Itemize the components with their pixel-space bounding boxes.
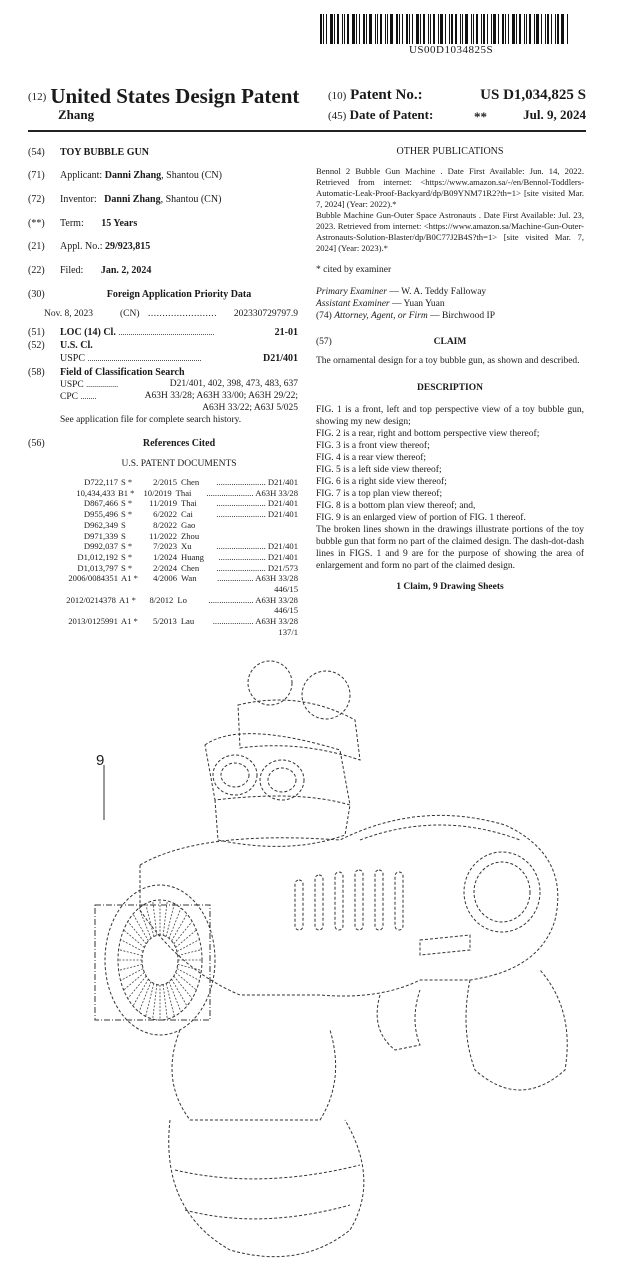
filed-code: (22) — [28, 265, 45, 276]
field-code: (58) — [28, 367, 45, 378]
reference-date: 8/2022 — [153, 519, 177, 530]
barcode-bar — [519, 14, 521, 44]
reference-kind: S * — [121, 477, 133, 487]
term-code: (**) — [28, 218, 45, 229]
nozzle-rim — [105, 885, 215, 1035]
barcode-bar — [534, 14, 535, 44]
vent-2 — [315, 875, 323, 930]
rear-disk — [464, 852, 540, 932]
field-uspc-leader-dots: ................ — [86, 380, 119, 389]
bottle-band-1 — [175, 1165, 360, 1179]
barcode-bar — [524, 14, 525, 44]
barcode-bar — [344, 14, 345, 44]
reference-kind: S — [121, 519, 126, 530]
vent-1 — [295, 880, 303, 930]
reference-date: 6/2022 — [153, 509, 177, 520]
barcode-bar — [428, 14, 429, 44]
reference-class: ..................... A63H 33/28 — [208, 594, 298, 605]
barcode — [320, 14, 582, 44]
vent-3 — [335, 872, 343, 930]
header-rule — [28, 130, 586, 132]
reference-date: 11/2019 — [149, 498, 177, 509]
assistant-examiner-name: — Yuan Yuan — [389, 299, 445, 309]
reference-name: Chen — [181, 562, 200, 573]
refs-code: (56) — [28, 438, 45, 449]
uspc-value: D21/401 — [263, 353, 298, 364]
reference-date: 8/2012 — [149, 594, 174, 605]
filed-label: Filed: — [60, 265, 84, 276]
inventor-location: , Shantou (CN) — [160, 194, 222, 205]
claim-heading-row — [316, 336, 584, 349]
references-list — [46, 477, 298, 638]
reference-date: 2/2024 — [153, 562, 177, 573]
barcode-bar — [433, 14, 435, 44]
appl-label: Appl. No.: — [60, 241, 103, 252]
barcode-bar — [449, 14, 450, 44]
vent-5 — [375, 870, 383, 930]
barcode-bar — [557, 14, 559, 44]
reference-class: ....................... D21/401 — [216, 498, 298, 509]
patent-type: United States Design Patent — [50, 84, 300, 108]
barcode-bar — [438, 14, 439, 44]
reference-class-continued: 446/15 — [274, 584, 298, 595]
reference-class: ....................... D21/401 — [216, 509, 298, 520]
reference-name: Cai — [181, 509, 193, 520]
claims-sheets: 1 Claim, 9 Drawing Sheets — [396, 582, 504, 592]
foreign-heading: Foreign Application Priority Data — [106, 289, 252, 300]
date-code: (45) — [328, 110, 347, 122]
reference-date: 2/2015 — [153, 477, 177, 487]
nozzle-spoke — [176, 973, 197, 991]
bubble-gun-drawing — [95, 661, 567, 1257]
claim-code: (57) — [316, 337, 332, 347]
barcode-bar — [385, 14, 386, 44]
reference-number: D867,466 — [83, 498, 118, 509]
cited-by-examiner: * cited by examiner — [316, 265, 392, 275]
goggle-frame — [205, 734, 350, 805]
description-list — [316, 404, 584, 572]
uspc-leader-dots: ......................................................... — [87, 354, 202, 363]
reference-kind: B1 * — [118, 487, 135, 498]
claim-text: The ornamental design for a toy bubble gun, as shown and described. — [316, 356, 580, 366]
head-top — [238, 700, 360, 760]
nozzle-spoke — [166, 904, 174, 937]
barcode-bar — [567, 14, 568, 44]
loc-value: 21-01 — [274, 327, 298, 338]
right-column — [316, 146, 584, 593]
reference-row — [46, 531, 298, 542]
barcode-bar — [399, 14, 400, 44]
us-docs-heading: U.S. PATENT DOCUMENTS — [121, 459, 237, 469]
barcode-bar — [359, 14, 360, 44]
barcode-bar — [440, 14, 443, 44]
see-application-note: See application file for complete search history. — [60, 415, 242, 425]
reference-row — [46, 563, 298, 574]
rear-grip — [466, 970, 567, 1090]
reference-date: 7/2023 — [153, 541, 177, 552]
field-cpc-value-2: A63H 33/22; A63J 5/025 — [202, 403, 298, 413]
goggle-right-inner — [268, 768, 296, 792]
term-value: 15 Years — [101, 218, 138, 229]
claim-heading: CLAIM — [433, 337, 467, 347]
barcode-bar — [547, 14, 549, 44]
reference-row — [46, 509, 298, 520]
reference-class: ....................... D21/573 — [216, 562, 298, 573]
reference-kind: S * — [121, 509, 133, 520]
barcode-bar — [451, 14, 453, 44]
patent-no-label: Patent No.: — [350, 87, 423, 103]
barcode-bar — [473, 14, 474, 44]
foreign-number: 202330729797.9 — [233, 309, 298, 319]
barcode-bar — [380, 14, 382, 44]
barcode-bar — [491, 14, 492, 44]
primary-examiner-label: Primary Examiner — [316, 287, 387, 297]
attorney-label: Attorney, Agent, or Firm — [334, 311, 428, 321]
barcode-bar — [416, 14, 419, 44]
description-line: FIG. 4 is a rear view thereof; — [316, 453, 427, 463]
description-line: FIG. 7 is a top plan view thereof; — [316, 489, 443, 499]
reference-class — [213, 520, 298, 531]
nozzle-spoke — [121, 969, 144, 981]
barcode-bar — [323, 14, 324, 44]
rear-disk-inner — [474, 862, 530, 922]
barcode-bar — [330, 14, 333, 44]
reference-kind: S * — [121, 498, 133, 509]
reference-row — [46, 552, 298, 563]
reference-kind: S — [121, 530, 126, 541]
reference-name: Zhou — [181, 530, 200, 541]
barcode-bar — [375, 14, 376, 44]
title-code: (54) — [28, 147, 45, 158]
reference-name: Thai — [175, 487, 192, 498]
bottle-band-2 — [185, 1205, 350, 1219]
reference-kind: A1 * — [121, 573, 138, 584]
attorney — [316, 310, 584, 322]
barcode-bar — [526, 14, 527, 44]
barcode-bar — [402, 14, 403, 44]
nozzle-spoke — [178, 950, 202, 956]
barcode-bar — [529, 14, 531, 44]
nozzle-spoke — [128, 976, 146, 998]
barcode-bar — [356, 14, 357, 44]
barcode-bar — [471, 14, 472, 44]
barcode-bar — [465, 14, 468, 44]
foreign-leader-dots: ........................ — [148, 309, 217, 319]
inventor-code: (72) — [28, 194, 45, 205]
patent-no-code: (10) — [328, 90, 347, 102]
barcode-bar — [342, 14, 343, 44]
assistant-examiner — [316, 298, 584, 310]
barcode-bar — [536, 14, 539, 44]
reference-name: Chen — [181, 477, 200, 487]
reference-number: D992,037 — [83, 541, 118, 552]
date-star: ** — [474, 109, 487, 124]
type-code: (12) — [28, 90, 47, 103]
barcode-bar — [369, 14, 372, 44]
date-label: Date of Patent: — [349, 107, 434, 122]
reference-row — [46, 498, 298, 509]
top-ball-left — [248, 661, 292, 705]
description-line: The broken lines shown in the drawings illustrate portions of the toy bubble gun that form no part of the claimed design. The dash-dot-dash lines in FIGS. 1 and 9 are for the purpose of showing the area of enlargement and form no part of the claimed design. — [316, 525, 584, 571]
barcode-bar — [493, 14, 496, 44]
description-line: FIG. 6 is a right side view thereof; — [316, 477, 447, 487]
patent-type-heading — [28, 84, 299, 109]
nozzle-spoke — [139, 982, 151, 1012]
nozzle-spoke — [163, 985, 167, 1019]
barcode-bar — [320, 14, 322, 44]
top-ball-right — [302, 671, 350, 719]
reference-name: Gao — [181, 519, 196, 530]
reference-class: ...................... D21/401 — [218, 551, 298, 562]
loc-label: LOC (14) Cl. — [60, 327, 116, 338]
barcode-bar — [541, 14, 542, 44]
patent-date: Jul. 9, 2024 — [523, 107, 586, 122]
publication-2: Bubble Machine Gun-Outer Space Astronauts . Date First Available: Jul. 23, 2023. Retrieved from internet: <https://www.amazon.sa/Machine-Gun-Outer-Astronauts-Solution-Blaster/dp/B0C77J2B4S?th=1> [site visited Mar. 7, 2024] (Year: 2023).* — [316, 210, 584, 253]
field-search-heading: Field of Classification Search — [60, 367, 185, 378]
barcode-bar — [555, 14, 556, 44]
nozzle-spoke — [176, 930, 197, 948]
reference-number: D962,349 — [83, 519, 118, 530]
reference-class: ................... A63H 33/28 — [212, 616, 298, 627]
foreign-code: (30) — [28, 289, 45, 300]
gun-body — [140, 815, 558, 996]
applicant-code: (71) — [28, 170, 45, 181]
loc-leader-dots: ................................................ — [118, 328, 215, 337]
reference-number: 2012/0214378 — [66, 594, 116, 605]
uspc-label: USPC — [60, 353, 86, 364]
barcode-bar — [561, 14, 564, 44]
goggle-left-inner — [221, 763, 249, 787]
reference-row — [46, 477, 298, 488]
nozzle-spoke — [121, 939, 144, 951]
primary-examiner-name: — W. A. Teddy Falloway — [386, 287, 487, 297]
patent-number: US D1,034,825 S — [480, 87, 586, 103]
nozzle-spoke — [177, 939, 200, 951]
inventor-name: Danni Zhang — [104, 194, 161, 205]
barcode-bar — [409, 14, 410, 44]
reference-class-continued: 446/15 — [274, 605, 298, 616]
reference-kind: A1 * — [118, 594, 136, 605]
reference-row — [46, 520, 298, 531]
reference-row — [46, 595, 298, 606]
vent-6 — [395, 872, 403, 930]
barcode-bar — [455, 14, 457, 44]
appl-code: (21) — [28, 241, 45, 252]
applicant-location: , Shantou (CN) — [161, 170, 222, 181]
inventor-label: Inventor: — [60, 194, 97, 205]
other-publications-heading: OTHER PUBLICATIONS — [396, 146, 504, 157]
barcode-bar — [483, 14, 485, 44]
reference-kind: S * — [121, 562, 133, 573]
reference-name: Huang — [181, 551, 204, 562]
barcode-bar — [347, 14, 349, 44]
reference-row — [46, 541, 298, 552]
reference-name: Xu — [181, 541, 192, 552]
reference-name: Thai — [181, 498, 197, 509]
appl-number: 29/923,815 — [105, 241, 151, 252]
nozzle-spoke — [124, 973, 145, 991]
nozzle-spoke — [119, 950, 143, 956]
barcode-bar — [337, 14, 339, 44]
publication-1: Bennol 2 Bubble Gun Machine . Date First Available: Jun. 14, 2022. Retrieved from internet: <https://www.amazon.sa/-/en/Bennol-Toddlers-Automatic-Leak-Proof-Backyard/dp/B09YNM71R2?th=1> [site visited Mar. 7, 2024] (Year: 2022).* — [316, 166, 584, 209]
patent-title: TOY BUBBLE GUN — [60, 147, 149, 158]
field-cpc-leader-dots: ........ — [80, 392, 97, 401]
reference-date: 1/2024 — [153, 551, 177, 562]
barcode-bar — [460, 14, 461, 44]
reference-number: D1,012,192 — [77, 551, 118, 562]
term-label: Term: — [60, 218, 84, 229]
loc-code: (51) — [28, 327, 45, 338]
nozzle-spoke — [124, 930, 145, 948]
reference-number: D1,013,797 — [77, 562, 118, 573]
filed-date: Jan. 2, 2024 — [100, 265, 152, 276]
nozzle-spoke — [146, 983, 154, 1016]
reference-class: ................. A63H 33/28 — [217, 573, 298, 584]
barcode-bar — [366, 14, 367, 44]
reference-class — [213, 531, 298, 542]
reference-kind: S * — [121, 551, 133, 562]
nozzle-spoke — [174, 921, 192, 943]
barcode-bar — [545, 14, 546, 44]
reference-number: D955,496 — [83, 509, 118, 520]
reference-date: 4/2006 — [153, 573, 177, 584]
nozzle-spoke — [174, 976, 192, 998]
nozzle-spoke — [178, 964, 202, 970]
reference-row — [46, 488, 298, 499]
field-cpc-label: CPC — [60, 392, 78, 402]
barcode-bar — [512, 14, 515, 44]
nozzle-center — [142, 935, 178, 985]
reference-class-continued: 137/1 — [278, 626, 298, 637]
reference-number: 10,434,433 — [76, 487, 115, 498]
inventor-surname: Zhang — [58, 107, 95, 122]
primary-examiner — [316, 286, 584, 298]
barcode-bar — [508, 14, 509, 44]
barcode-bar — [445, 14, 446, 44]
foreign-date: Nov. 8, 2023 — [44, 309, 93, 319]
goggle-left — [213, 755, 257, 795]
reference-name: Lo — [177, 594, 187, 605]
attorney-name: — Birchwood IP — [427, 311, 495, 321]
body-top-line — [360, 825, 520, 840]
nozzle-spoke — [119, 964, 143, 970]
patent-number-line — [328, 87, 586, 104]
reference-name: Lau — [180, 616, 195, 627]
barcode-bar — [326, 14, 327, 44]
barcode-bar — [363, 14, 365, 44]
goggle-right — [260, 760, 304, 800]
neck — [215, 800, 350, 846]
barcode-bar — [377, 14, 378, 44]
description-line: FIG. 5 is a left side view thereof; — [316, 465, 442, 475]
patent-date-line — [328, 107, 586, 123]
nozzle-spoke — [169, 908, 181, 938]
trigger — [377, 990, 420, 1050]
field-uspc-value: D21/401, 402, 398, 473, 483, 637 — [169, 379, 298, 389]
barcode-bar — [487, 14, 488, 44]
reference-class: ...................... A63H 33/28 — [206, 487, 298, 498]
reference-name: Wan — [181, 573, 197, 584]
barcode-bar — [462, 14, 463, 44]
field-uspc-label: USPC — [60, 380, 84, 390]
reference-kind: A1 * — [120, 616, 138, 627]
barcode-bar — [423, 14, 425, 44]
speaker-grille — [420, 935, 470, 955]
description-line: FIG. 8 is a bottom plan view thereof; and, — [316, 501, 476, 511]
uscl-code: (52) — [28, 340, 45, 351]
barcode-bar — [476, 14, 478, 44]
barcode-bar — [406, 14, 408, 44]
vent-4 — [355, 870, 363, 930]
reference-class: ....................... D21/401 — [216, 477, 298, 487]
barcode-bar — [551, 14, 552, 44]
uscl-label: U.S. Cl. — [60, 340, 93, 351]
bottle-upper — [172, 1030, 336, 1120]
nozzle-spoke — [128, 921, 146, 943]
reference-date: 5/2013 — [152, 616, 177, 627]
barcode-bar — [516, 14, 517, 44]
figure-reference-number: 9 — [96, 752, 105, 769]
applicant-name: Danni Zhang — [104, 170, 162, 181]
barcode-bar — [390, 14, 393, 44]
reference-number: D722,117 — [84, 477, 118, 487]
patent-drawing — [0, 650, 620, 1280]
barcode-bar — [430, 14, 431, 44]
reference-date: 11/2022 — [149, 530, 177, 541]
bottle-lower — [169, 1120, 364, 1257]
description-heading: DESCRIPTION — [417, 383, 483, 393]
description-line: FIG. 3 is a front view thereof; — [316, 441, 430, 451]
reference-number: 2013/0125991 — [68, 616, 118, 627]
nozzle-spoke — [166, 983, 174, 1016]
nozzle-spoke — [169, 982, 181, 1012]
barcode-bar — [396, 14, 398, 44]
applicant-label: Applicant: — [60, 170, 103, 181]
barcode-bar — [498, 14, 499, 44]
reference-kind: S * — [121, 541, 133, 552]
barcode-bar — [502, 14, 504, 44]
barcode-bar — [481, 14, 482, 44]
barcode-bar — [420, 14, 421, 44]
assistant-examiner-label: Assistant Examiner — [316, 299, 390, 309]
barcode-bar — [352, 14, 355, 44]
reference-number: 2006/0084351 — [68, 573, 118, 584]
barcode-number: US00D1034825S — [408, 44, 494, 56]
barcode-bar — [387, 14, 388, 44]
description-line: FIG. 2 is a rear, right and bottom perspective view thereof; — [316, 429, 540, 439]
reference-number: D971,339 — [83, 530, 118, 541]
nozzle-spoke — [163, 901, 167, 935]
foreign-country: (CN) — [120, 309, 140, 319]
reference-row — [46, 616, 298, 627]
field-cpc-value-1: A63H 33/28; A63H 33/00; A63H 29/22; — [144, 391, 298, 401]
barcode-bar — [334, 14, 335, 44]
barcode-bar — [412, 14, 413, 44]
references-heading: References Cited — [142, 438, 216, 449]
description-line: FIG. 9 is an enlarged view of portion of FIG. 1 thereof. — [316, 513, 526, 523]
enlargement-box — [95, 905, 210, 1020]
attorney-code: (74) — [316, 311, 332, 321]
nozzle-spoke — [153, 985, 157, 1019]
reference-date: 10/2019 — [143, 487, 172, 498]
reference-class: ....................... D21/401 — [216, 541, 298, 552]
barcode-bar — [505, 14, 506, 44]
description-line: FIG. 1 is a front, left and top perspective view of a toy bubble gun, showing my new design; — [316, 405, 584, 427]
reference-row — [46, 573, 298, 584]
